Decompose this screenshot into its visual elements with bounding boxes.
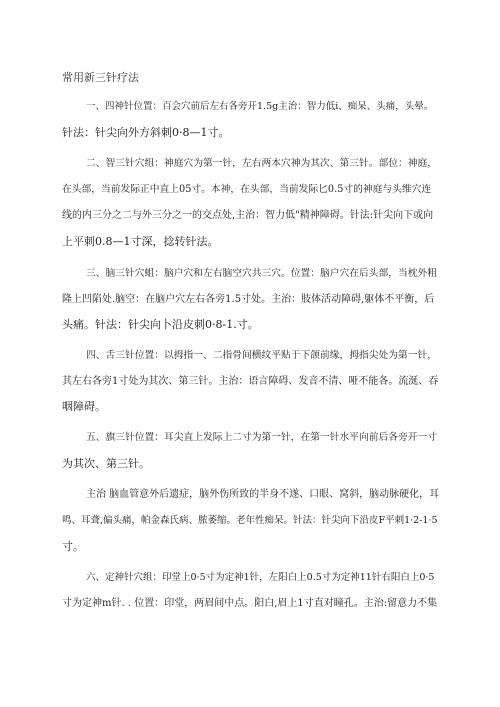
paragraph-line: 二、智三针穴组：神庭穴为第一针，左右两本穴神为其次、第三针。部位：神庭， [86,158,437,169]
paragraph-line: 其左右各旁1寸处为其次、第三针。主治：语言障碍、发音不清、哑不能各。流涎、吞 [62,376,439,387]
paragraph-line: 隆上凹陷处.脑空：在脑户穴左右各旁1.5寸处。主治：肢体活动障碍,躯体不平衡，后 [62,294,435,305]
document-title: 常用新三针疗法 [62,71,139,84]
paragraph-line: 鸣、耳聋,偏头痛，帕金森氏病、脓萎缩。老年性痴呆。针法：针尖向下沿皮F平刺1·2-1·5 [62,515,438,526]
paragraph-line: 咽障碍。 [62,400,106,413]
paragraph-line: 六、定神针穴组：印堂上0·5寸为定神1针，左阳白上0.5寸为定神11针右阳白上0·5 [86,572,435,583]
paragraph-line: 寸为定神m针. . 位置：印堂，两眉间中点。阳白,眉上1寸直对瞳孔。主治:留意力不集 [62,598,438,609]
paragraph-line: 在头部，当前发际正中直上05寸。本神，在头部，当前发际匕0.5寸的神庭与头维穴连 [62,184,432,195]
paragraph-line: 为其次、第三针。 [62,457,150,470]
paragraph-line: 线的内三分之二与外三分之一的交点处,主治：智力低"精神障碍。针法:针尖向下或向 [62,210,434,221]
paragraph-line: 五、旗三针位置：耳尖直上发际上二寸为第一针，在第一针水平向前后各旁开一寸 [86,432,437,443]
paragraph-line: 针法：针尖向外方斜刺0·8—1寸。 [62,126,230,139]
paragraph-line: 三、脑三针穴蛆：脑户穴和左右脑空穴共三穴。位置：脑户穴在后头部，当枕外粗 [86,268,437,279]
paragraph-line: 主治 脑血管意外后遗症，脑外伤所致的半身不遂、口眼、窝斜，脑动脉硬化，耳 [86,489,440,500]
paragraph-line: 一、四神针位置：百会穴前后左右各旁开1.5g主治：智力低i、痴呆、头痛，头晕。 [86,101,434,112]
paragraph-line: 上平刺0.8—1寸深，捻转针法。 [62,235,219,248]
paragraph-line: 头痛。针法：针尖向卜沿皮刺0·8-1.寸。 [62,318,259,331]
paragraph-line: 四、舌三针位置：以拇指一、二指骨间横纹平贴于下颌前缘，拇指尖处为第一针， [86,350,437,361]
paragraph-line: 寸。 [62,540,84,553]
